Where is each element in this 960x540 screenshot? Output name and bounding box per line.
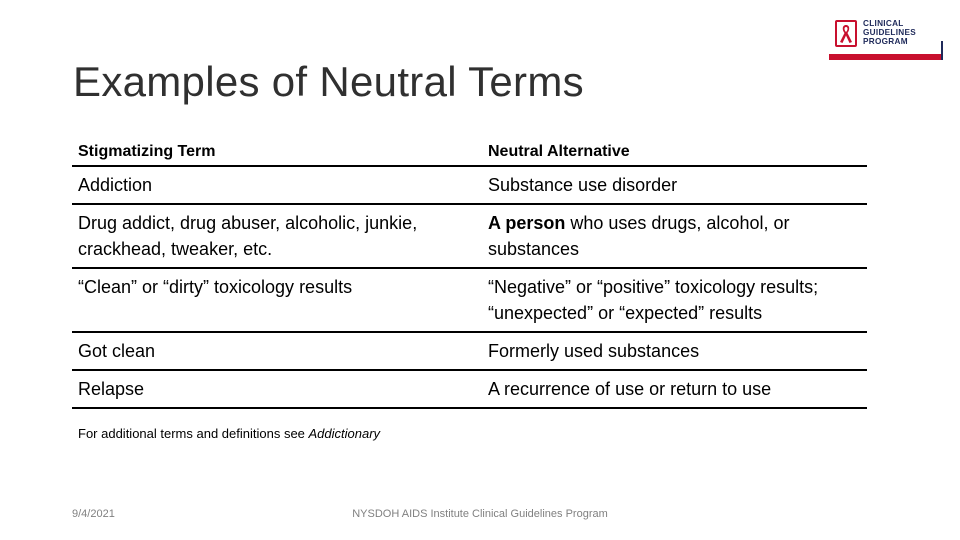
note-text: For additional terms and definitions see <box>78 426 309 441</box>
neutral-alternative-bold: A person <box>488 213 566 233</box>
table-row <box>72 370 867 408</box>
logo-wordmark: CLINICAL GUIDELINES PROGRAM <box>863 19 917 46</box>
stigmatizing-term-cell: Addiction <box>72 166 482 204</box>
footer-date: 9/4/2021 <box>72 508 115 520</box>
addictionary-reference: Addictionary <box>308 426 381 441</box>
red-ribbon-icon <box>835 20 857 47</box>
neutral-alternative-text: Substance use disorder <box>488 175 678 195</box>
neutral-alternative-cell <box>482 204 867 268</box>
stigmatizing-term-cell: “Clean” or “dirty” toxicology results <box>72 268 482 332</box>
neutral-alternative-cell <box>482 332 867 370</box>
neutral-alternative-cell <box>482 370 867 408</box>
header-neutral-alternative: Neutral Alternative <box>482 138 867 166</box>
additional-terms-note <box>78 426 380 441</box>
table-row <box>72 332 867 370</box>
table-row <box>72 204 867 268</box>
table-header-row <box>72 138 867 166</box>
neutral-alternative-text: Formerly used substances <box>488 341 700 361</box>
terms-table <box>72 138 867 409</box>
slide-title: Examples of Neutral Terms <box>73 58 584 105</box>
neutral-alternative-text: who uses drugs, alcohol, or substances <box>488 213 790 259</box>
footer-source: NYSDOH AIDS Institute Clinical Guidelines Program <box>352 508 608 520</box>
stigmatizing-term-cell: Relapse <box>72 370 482 408</box>
neutral-alternative-text: “Negative” or “positive” toxicology results; “unexpected” or “expected” results <box>488 277 819 323</box>
header-stigmatizing-term: Stigmatizing Term <box>72 138 482 166</box>
neutral-alternative-cell <box>482 166 867 204</box>
logo-red-bar <box>829 54 942 60</box>
stigmatizing-term-cell: Drug addict, drug abuser, alcoholic, junkie, crackhead, tweaker, etc. <box>72 204 482 268</box>
table-row <box>72 268 867 332</box>
neutral-alternative-cell <box>482 268 867 332</box>
neutral-alternative-text: A recurrence of use or return to use <box>488 379 772 399</box>
stigmatizing-term-cell: Got clean <box>72 332 482 370</box>
table-row <box>72 166 867 204</box>
clinical-guidelines-logo <box>829 17 944 63</box>
logo-edge-line <box>941 41 943 60</box>
